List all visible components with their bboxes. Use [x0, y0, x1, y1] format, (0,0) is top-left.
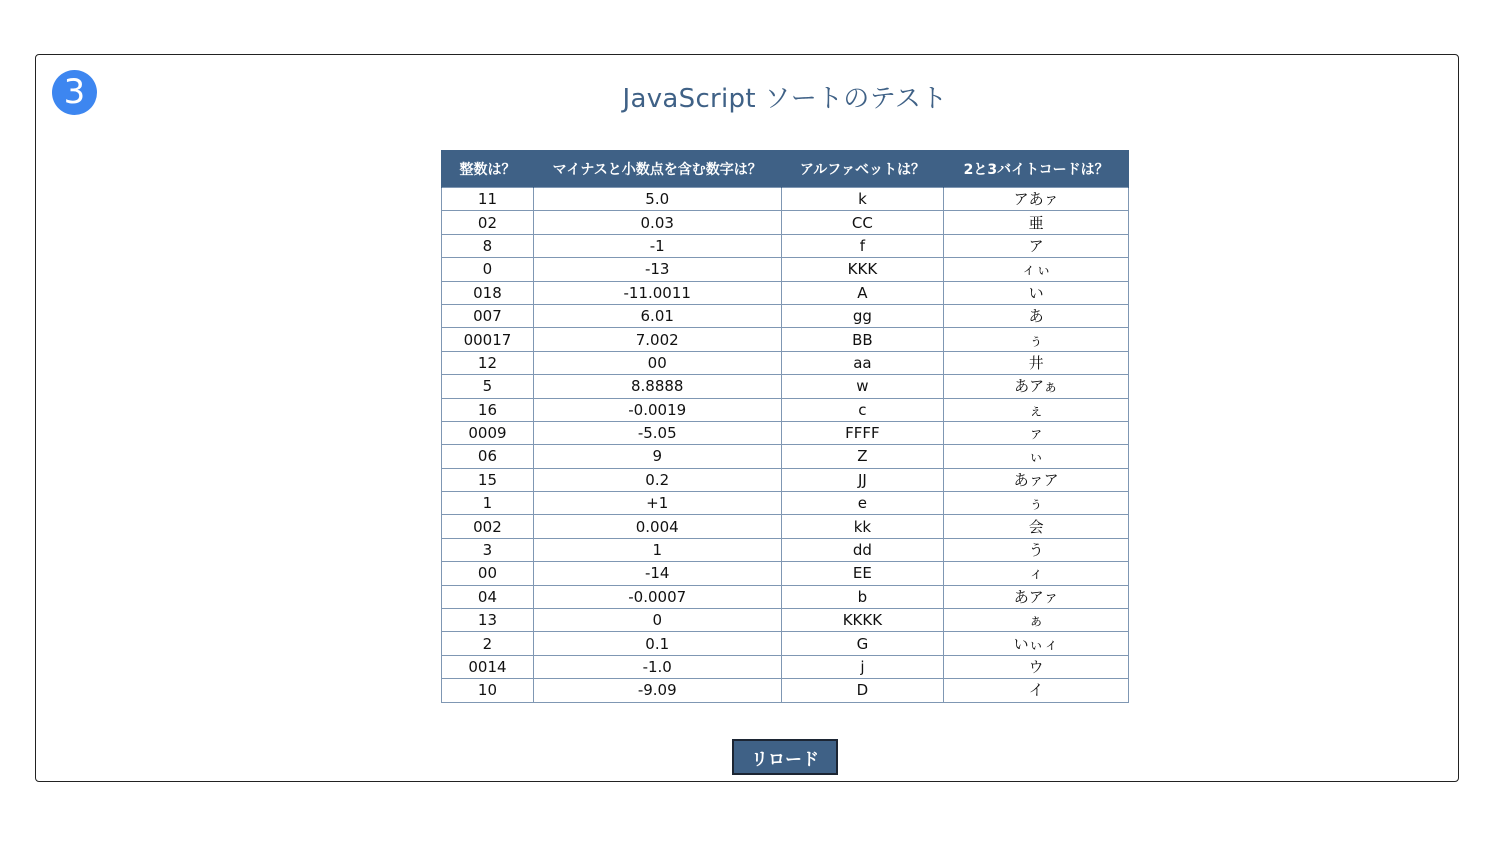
table-row: [442, 351, 1129, 374]
table-row: [442, 655, 1129, 678]
table-row: [442, 188, 1129, 211]
cell-alphabet: k: [781, 188, 944, 211]
cell-multibyte: アあァ: [944, 188, 1129, 211]
table-body: [442, 188, 1129, 703]
cell-multibyte: ぇ: [944, 398, 1129, 421]
table-row: [442, 679, 1129, 702]
cell-alphabet: KKKK: [781, 609, 944, 632]
cell-decimal: 0.004: [533, 515, 781, 538]
cell-integer: 13: [442, 609, 534, 632]
cell-integer: 002: [442, 515, 534, 538]
cell-integer: 8: [442, 234, 534, 257]
cell-integer: 02: [442, 211, 534, 234]
cell-integer: 12: [442, 351, 534, 374]
cell-integer: 00017: [442, 328, 534, 351]
cell-integer: 10: [442, 679, 534, 702]
cell-integer: 00: [442, 562, 534, 585]
cell-decimal: 9: [533, 445, 781, 468]
cell-alphabet: D: [781, 679, 944, 702]
cell-multibyte: ィ: [944, 562, 1129, 585]
cell-alphabet: Z: [781, 445, 944, 468]
cell-alphabet: e: [781, 492, 944, 515]
table-header-row: [442, 150, 1129, 188]
cell-alphabet: A: [781, 281, 944, 304]
table-row: [442, 398, 1129, 421]
table-row: [442, 632, 1129, 655]
cell-multibyte: ぃ: [944, 445, 1129, 468]
cell-alphabet: dd: [781, 538, 944, 561]
table-row: [442, 211, 1129, 234]
cell-multibyte: いぃィ: [944, 632, 1129, 655]
cell-integer: 15: [442, 468, 534, 491]
table-row: [442, 515, 1129, 538]
cell-alphabet: kk: [781, 515, 944, 538]
cell-multibyte: ィぃ: [944, 258, 1129, 281]
cell-integer: 1: [442, 492, 534, 515]
table-row: [442, 492, 1129, 515]
cell-alphabet: KKK: [781, 258, 944, 281]
cell-alphabet: G: [781, 632, 944, 655]
cell-alphabet: j: [781, 655, 944, 678]
cell-decimal: 1: [533, 538, 781, 561]
cell-decimal: 7.002: [533, 328, 781, 351]
column-header-multibyte[interactable]: 2と3バイトコードは？: [944, 150, 1129, 188]
cell-decimal: -5.05: [533, 421, 781, 444]
cell-integer: 0009: [442, 421, 534, 444]
table-row: [442, 281, 1129, 304]
table-row: [442, 304, 1129, 327]
cell-decimal: 0.1: [533, 632, 781, 655]
cell-multibyte: ア: [944, 234, 1129, 257]
cell-multibyte: あ: [944, 304, 1129, 327]
cell-multibyte: ウ: [944, 655, 1129, 678]
cell-integer: 16: [442, 398, 534, 421]
cell-multibyte: い: [944, 281, 1129, 304]
cell-integer: 0: [442, 258, 534, 281]
table-row: [442, 585, 1129, 608]
cell-alphabet: BB: [781, 328, 944, 351]
page-title: JavaScript ソートのテスト: [622, 84, 948, 114]
column-header-decimals[interactable]: マイナスと小数点を含む数字は？: [533, 150, 781, 188]
cell-multibyte: ァ: [944, 421, 1129, 444]
cell-alphabet: c: [781, 398, 944, 421]
cell-multibyte: ぁ: [944, 609, 1129, 632]
cell-decimal: -11.0011: [533, 281, 781, 304]
cell-alphabet: aa: [781, 351, 944, 374]
cell-integer: 5: [442, 375, 534, 398]
table-row: [442, 538, 1129, 561]
cell-decimal: 0.03: [533, 211, 781, 234]
cell-integer: 007: [442, 304, 534, 327]
cell-multibyte: ぅ: [944, 328, 1129, 351]
cell-multibyte: イ: [944, 679, 1129, 702]
cell-decimal: +1: [533, 492, 781, 515]
cell-integer: 04: [442, 585, 534, 608]
cell-alphabet: JJ: [781, 468, 944, 491]
cell-multibyte: 井: [944, 351, 1129, 374]
cell-integer: 018: [442, 281, 534, 304]
table-row: [442, 445, 1129, 468]
step-number-badge: 3: [52, 70, 97, 115]
table-row: [442, 421, 1129, 444]
cell-decimal: 5.0: [533, 188, 781, 211]
cell-multibyte: 亜: [944, 211, 1129, 234]
cell-decimal: 0: [533, 609, 781, 632]
cell-decimal: 0.2: [533, 468, 781, 491]
sort-table: [441, 150, 1129, 703]
cell-integer: 11: [442, 188, 534, 211]
cell-decimal: -0.0007: [533, 585, 781, 608]
table-row: [442, 328, 1129, 351]
cell-integer: 0014: [442, 655, 534, 678]
cell-decimal: -0.0019: [533, 398, 781, 421]
table-row: [442, 609, 1129, 632]
cell-decimal: -1: [533, 234, 781, 257]
cell-integer: 2: [442, 632, 534, 655]
table-row: [442, 234, 1129, 257]
cell-alphabet: FFFF: [781, 421, 944, 444]
cell-multibyte: ぅ: [944, 492, 1129, 515]
cell-alphabet: w: [781, 375, 944, 398]
cell-decimal: 8.8888: [533, 375, 781, 398]
cell-alphabet: gg: [781, 304, 944, 327]
cell-alphabet: b: [781, 585, 944, 608]
table-row: [442, 258, 1129, 281]
cell-multibyte: あァア: [944, 468, 1129, 491]
table-row: [442, 468, 1129, 491]
cell-decimal: -1.0: [533, 655, 781, 678]
column-header-integers[interactable]: 整数は？: [442, 150, 534, 188]
cell-alphabet: f: [781, 234, 944, 257]
cell-multibyte: う: [944, 538, 1129, 561]
cell-decimal: 00: [533, 351, 781, 374]
cell-alphabet: CC: [781, 211, 944, 234]
cell-alphabet: EE: [781, 562, 944, 585]
cell-decimal: -13: [533, 258, 781, 281]
cell-decimal: 6.01: [533, 304, 781, 327]
cell-multibyte: あアァ: [944, 585, 1129, 608]
cell-multibyte: 会: [944, 515, 1129, 538]
table-row: [442, 562, 1129, 585]
cell-integer: 3: [442, 538, 534, 561]
column-header-alphabet[interactable]: アルファベットは？: [781, 150, 944, 188]
table-row: [442, 375, 1129, 398]
reload-button[interactable]: リロード: [732, 739, 838, 775]
cell-decimal: -9.09: [533, 679, 781, 702]
cell-multibyte: あアぁ: [944, 375, 1129, 398]
cell-integer: 06: [442, 445, 534, 468]
cell-decimal: -14: [533, 562, 781, 585]
